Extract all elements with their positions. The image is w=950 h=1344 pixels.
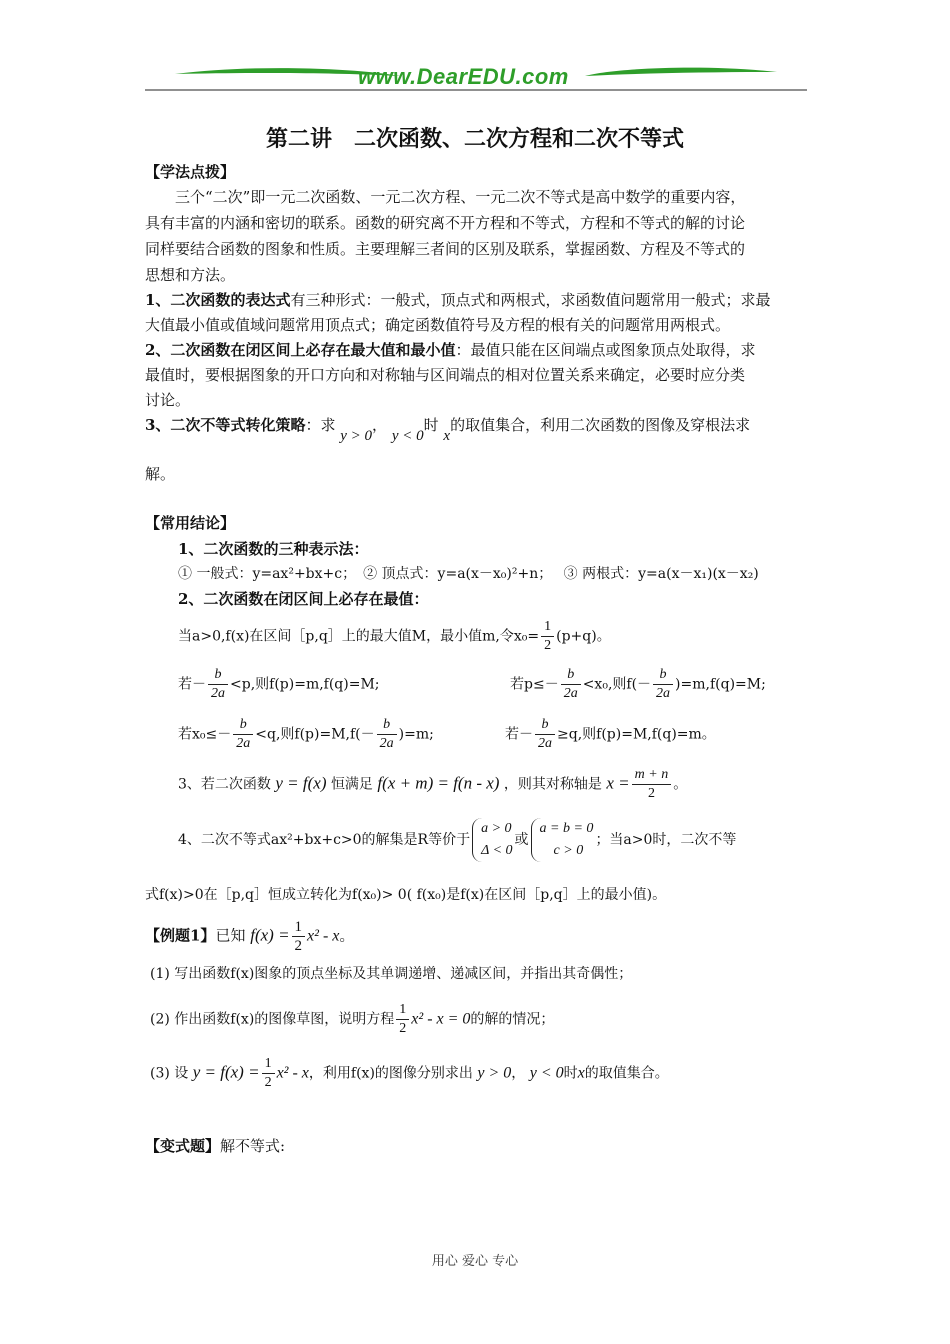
point-2-line-2: 最值时，要根据图象的开口方向和对称轴与区间端点的相对位置关系来确定，必要时应分类 (145, 366, 746, 384)
fraction-one-half (396, 1001, 409, 1038)
case-4 (505, 716, 716, 753)
variant-problem (145, 1137, 285, 1156)
brace-line: Δ < 0 (481, 843, 513, 858)
math-symmetry-condition: f(x + m) = f(n - x) (377, 773, 500, 793)
fraction-b-2a (561, 666, 581, 703)
case-1-a: 若－ (178, 676, 206, 693)
page-footer: 用心 爱心 专心 (431, 1254, 519, 1269)
header-logo-text: www.DearEDU.com (358, 64, 569, 89)
fraction-one-half (292, 918, 306, 955)
frac-den: 2 (544, 638, 552, 653)
question-2-a: (2) 作出函数f(x)的图像草图，说明方程 (150, 1011, 395, 1028)
case-3 (178, 716, 434, 753)
fraction-b-2a (208, 666, 228, 703)
case-3-c: )=m; (398, 726, 434, 743)
brace-line: a = b = 0 (539, 821, 594, 836)
frac-num: b (233, 716, 253, 735)
frac-num: 1 (396, 1001, 409, 1020)
frac-num: m + n (632, 766, 672, 785)
example-1 (145, 918, 354, 955)
example-1-end: 。 (339, 926, 355, 945)
point-3-title: 3、二次不等式转化策略 (145, 416, 306, 434)
intro-line-3: 同样要结合函数的图象和性质。主要理解三者间的区别及联系，掌握函数、方程及不等式的 (145, 240, 746, 258)
brace-line: c > 0 (553, 843, 584, 858)
point-1 (145, 291, 770, 310)
case-4-b: ≥q,则f(p)=M,f(q)=m。 (557, 726, 716, 743)
frac-den: 2 (647, 786, 655, 801)
question-3-comma: ， (511, 1065, 526, 1082)
variant-label: 【变式题】 (145, 1137, 221, 1155)
frac-num: b (653, 666, 673, 685)
brace-line: a > 0 (481, 821, 512, 836)
frac-den: 2a (211, 686, 225, 701)
fraction-one-half (541, 618, 554, 655)
question-2 (150, 1001, 554, 1038)
section-heading-conclusions: 【常用结论】 (145, 514, 236, 532)
question-3-when: 时 (563, 1065, 578, 1082)
conclusion-2-intro (178, 618, 611, 655)
conclusion-4-line-2: 式f(x)>0在［p,q］恒成立转化为f(x₀)> 0( f(x₀)是f(x)在区间［p,q］上的最小值)。 (145, 887, 667, 903)
frac-den: 2a (236, 736, 251, 751)
math-x: x (443, 428, 451, 444)
frac-num: 1 (541, 618, 554, 637)
question-1: (1) 写出函数f(x)图象的顶点坐标及其单调递增、递减区间，并指出其奇偶性； (150, 966, 633, 982)
math-y-negative: y < 0 (529, 1064, 564, 1082)
question-3-b: ，利用f(x)的图像分别求出 (308, 1065, 473, 1082)
c3-b: 恒满足 (330, 776, 373, 793)
math-equation: x² - x = 0 (411, 1010, 471, 1028)
frac-num: 1 (292, 918, 306, 937)
intro-line-4: 思想和方法。 (145, 266, 236, 284)
math-y-equals-fx: y = f(x) (275, 773, 327, 793)
math-x: x (577, 1064, 585, 1082)
frac-num: b (208, 666, 228, 685)
condition-brace-1 (472, 818, 512, 862)
case-3-a: 若x₀≤－ (178, 726, 232, 743)
frac-den: 2 (264, 1075, 272, 1090)
point-3-comma: ， (372, 416, 388, 434)
case-2-b: <x₀,则f(－ (582, 676, 652, 693)
math-y-positive: y > 0 (477, 1064, 512, 1082)
example-1-intro: 已知 (215, 926, 246, 945)
frac-num: b (535, 716, 555, 735)
math-x-equals: x = (606, 773, 630, 793)
frac-num: 1 (262, 1055, 275, 1074)
case-2-c: )=m,f(q)=M; (675, 676, 766, 693)
conclusion-3 (178, 766, 687, 803)
math-y-positive: y > 0 (340, 428, 373, 444)
point-3-line-2: 解。 (145, 465, 176, 483)
point-3-text-d: 的取值集合，利用二次函数的图像及穿根法求 (450, 416, 751, 434)
point-2-line-3: 讨论。 (145, 391, 191, 409)
question-3 (150, 1055, 669, 1092)
page-title: 第二讲 二次函数、二次方程和二次不等式 (265, 126, 684, 152)
c3-c: ，则其对称轴是 (503, 776, 602, 793)
fraction-b-2a (233, 716, 253, 753)
frac-den: 2a (656, 686, 671, 701)
point-2-text: ：最值只能在区间端点或图象顶点处取得，求 (455, 341, 756, 359)
frac-num: b (377, 716, 397, 735)
c4-a: 4、二次不等式ax²+bx+c>0的解集是R等价于 (178, 832, 471, 848)
math-y-equals-fx: y = f(x) = (192, 1062, 260, 1082)
c4-b: ；当a>0时，二次不等 (595, 832, 737, 848)
fraction-one-half (262, 1055, 275, 1092)
point-3-text-when: 时 (423, 416, 439, 434)
c3-end: 。 (673, 776, 688, 793)
conclusion-4 (178, 818, 736, 862)
c4-or: 或 (514, 832, 529, 848)
point-3-text-a: ：求 (305, 416, 336, 434)
frac-den: 2 (294, 938, 303, 954)
point-1-line-2: 大值最小值或值域问题常用顶点式；确定函数值符号及方程的根有关的问题常用两根式。 (145, 316, 731, 334)
point-3 (145, 416, 751, 444)
point-2-title: 2、二次函数在闭区间上必存在最大值和最小值 (145, 341, 456, 359)
point-2 (145, 341, 755, 360)
math-y-negative: y < 0 (391, 428, 424, 444)
variant-text: 解不等式: (220, 1137, 286, 1155)
example-1-label: 【例题1】 (145, 926, 216, 945)
case-1 (178, 666, 380, 703)
conclusion-2-title: 2、二次函数在闭区间上必存在最值： (178, 590, 429, 608)
math-fx-equals: f(x) = (250, 925, 290, 945)
case-2 (510, 666, 766, 703)
case-2-a: 若p≤－ (510, 676, 559, 693)
point-1-text: 有三种形式：一般式，顶点式和两根式，求函数值问题常用一般式；求最 (290, 291, 771, 309)
case-1-b: <p,则f(p)=m,f(q)=M; (230, 676, 380, 693)
question-3-e: 的取值集合。 (584, 1065, 669, 1082)
math-quadratic-rhs: x² - x (307, 927, 340, 945)
section-heading-method: 【学法点拨】 (145, 163, 236, 181)
case-4-a: 若－ (505, 726, 533, 743)
fraction-m-plus-n-over-2 (632, 766, 672, 803)
case-3-b: <q,则f(p)=M,f(－ (255, 726, 375, 743)
frac-den: 2 (399, 1021, 407, 1036)
fraction-b-2a (653, 666, 673, 703)
point-1-title: 1、二次函数的表达式 (145, 291, 291, 309)
intro-line-1: 三个“二次”即一元二次函数、一元二次方程、一元二次不等式是高中数学的重要内容， (175, 188, 746, 206)
frac-den: 2a (379, 736, 394, 751)
fraction-b-2a (535, 716, 555, 753)
conclusion-1-forms: ① 一般式：y=ax²+bx+c； ② 顶点式：y=a(x－x₀)²+n； ③ 两根式：y=a(x－x₁)(x－x₂) (178, 566, 759, 582)
question-3-a: (3) 设 (150, 1065, 189, 1082)
fraction-b-2a (377, 716, 397, 753)
c2-intro-end: (p+q)。 (556, 628, 611, 645)
c2-intro-text: 当a>0,f(x)在区间［p,q］上的最大值M，最小值m,令x₀= (178, 628, 540, 645)
intro-line-2: 具有丰富的内涵和密切的联系。函数的研究离不开方程和不等式，方程和不等式的解的讨论 (145, 214, 746, 232)
c3-a: 3、若二次函数 (178, 776, 271, 793)
frac-num: b (561, 666, 581, 685)
question-2-b: 的解的情况； (470, 1011, 555, 1028)
conclusion-1-title: 1、二次函数的三种表示法： (178, 540, 369, 558)
math-quadratic-rhs: x² - x (276, 1064, 309, 1082)
condition-brace-2 (531, 818, 594, 862)
frac-den: 2a (563, 686, 578, 701)
frac-den: 2a (538, 736, 552, 751)
